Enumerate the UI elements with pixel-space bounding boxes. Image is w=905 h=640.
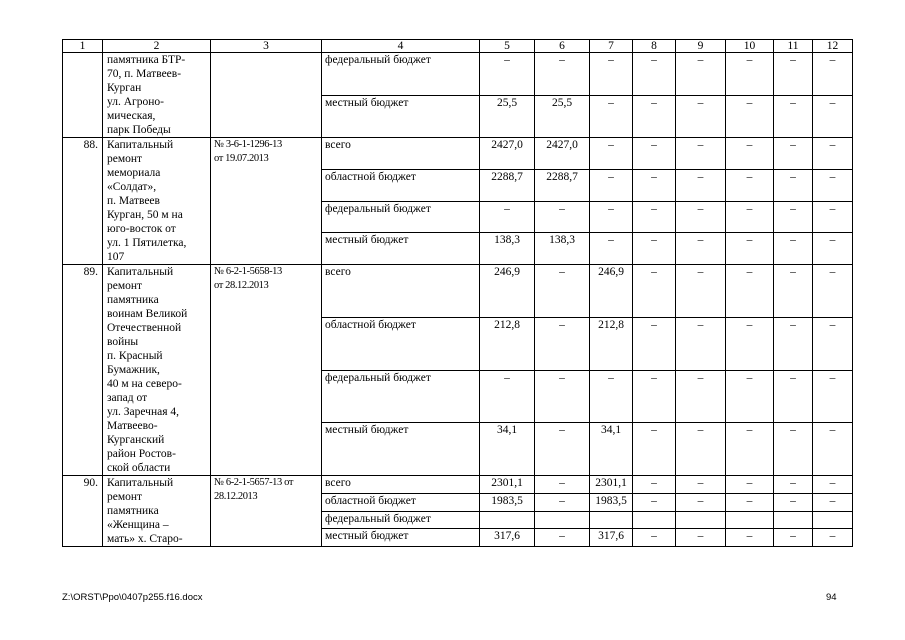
amount-cell: – <box>676 233 726 265</box>
amount-cell: – <box>480 53 535 96</box>
table-row <box>63 138 853 170</box>
amount-cell: 1983,5 <box>480 493 535 511</box>
amount-cell: – <box>676 201 726 233</box>
amount-cell: – <box>774 95 813 138</box>
amount-cell: – <box>774 201 813 233</box>
budget-source: областной бюджет <box>322 169 480 201</box>
table-row <box>63 476 853 494</box>
budget-source: местный бюджет <box>322 423 480 476</box>
amount-cell: – <box>726 370 774 423</box>
budget-source: областной бюджет <box>322 493 480 511</box>
amount-cell: – <box>535 201 590 233</box>
amount-cell <box>676 511 726 529</box>
amount-cell: – <box>726 138 774 170</box>
table-body <box>63 53 853 547</box>
amount-cell <box>535 511 590 529</box>
amount-cell: – <box>535 423 590 476</box>
amount-cell: – <box>590 370 633 423</box>
column-header: 1 <box>63 40 103 53</box>
amount-cell: – <box>633 201 676 233</box>
amount-cell: – <box>633 423 676 476</box>
amount-cell: 2427,0 <box>535 138 590 170</box>
object-name: Капитальный ремонт памятника воинам Великой Отечественной войны п. Красный Бумажник, 40 м на северо- запад от ул. Заречная 4, Матвеево- Курганский район Ростов- ской области <box>103 265 211 476</box>
amount-cell: – <box>633 53 676 96</box>
amount-cell: – <box>774 423 813 476</box>
amount-cell: – <box>726 169 774 201</box>
column-header: 6 <box>535 40 590 53</box>
amount-cell: – <box>813 169 853 201</box>
page-number: 94 <box>826 592 837 603</box>
amount-cell: – <box>774 317 813 370</box>
amount-cell: – <box>633 370 676 423</box>
amount-cell: 34,1 <box>590 423 633 476</box>
amount-cell: – <box>633 138 676 170</box>
amount-cell <box>813 511 853 529</box>
amount-cell: – <box>774 529 813 547</box>
amount-cell: – <box>535 317 590 370</box>
amount-cell: – <box>676 265 726 318</box>
amount-cell: 2427,0 <box>480 138 535 170</box>
amount-cell: – <box>535 529 590 547</box>
budget-source: местный бюджет <box>322 233 480 265</box>
row-number: 88. <box>63 138 103 265</box>
amount-cell: – <box>590 169 633 201</box>
amount-cell: – <box>726 233 774 265</box>
header-row <box>63 40 853 53</box>
amount-cell: – <box>813 95 853 138</box>
amount-cell: – <box>774 233 813 265</box>
amount-cell <box>726 511 774 529</box>
amount-cell: – <box>774 476 813 494</box>
row-number <box>63 53 103 138</box>
budget-source: всего <box>322 476 480 494</box>
expertise-document: № 6-2-1-5657-13 от 28.12.2013 <box>211 476 322 547</box>
object-name: Капитальный ремонт памятника «Женщина – мать» х. Старо- <box>103 476 211 547</box>
amount-cell: – <box>676 370 726 423</box>
amount-cell: – <box>813 476 853 494</box>
table-row <box>63 265 853 318</box>
amount-cell: 138,3 <box>535 233 590 265</box>
column-header: 3 <box>211 40 322 53</box>
amount-cell <box>633 511 676 529</box>
amount-cell: 25,5 <box>480 95 535 138</box>
budget-source: местный бюджет <box>322 95 480 138</box>
amount-cell: 212,8 <box>590 317 633 370</box>
budget-source: федеральный бюджет <box>322 201 480 233</box>
amount-cell <box>590 511 633 529</box>
amount-cell: – <box>535 53 590 96</box>
amount-cell: – <box>813 529 853 547</box>
amount-cell: – <box>633 169 676 201</box>
amount-cell: – <box>633 493 676 511</box>
expertise-document: № 3-6-1-1296-13 от 19.07.2013 <box>211 138 322 265</box>
amount-cell: – <box>813 138 853 170</box>
amount-cell: 2288,7 <box>535 169 590 201</box>
amount-cell: – <box>813 233 853 265</box>
column-header: 4 <box>322 40 480 53</box>
amount-cell: 212,8 <box>480 317 535 370</box>
amount-cell: – <box>676 169 726 201</box>
amount-cell: – <box>726 493 774 511</box>
column-header: 10 <box>726 40 774 53</box>
budget-source: федеральный бюджет <box>322 511 480 529</box>
amount-cell: – <box>590 233 633 265</box>
column-header: 11 <box>774 40 813 53</box>
amount-cell: – <box>774 493 813 511</box>
amount-cell: – <box>813 493 853 511</box>
amount-cell: 2301,1 <box>480 476 535 494</box>
amount-cell: – <box>774 169 813 201</box>
amount-cell: – <box>726 423 774 476</box>
amount-cell <box>480 511 535 529</box>
amount-cell: 246,9 <box>480 265 535 318</box>
column-header: 8 <box>633 40 676 53</box>
amount-cell: 246,9 <box>590 265 633 318</box>
expertise-document <box>211 53 322 138</box>
amount-cell: – <box>535 493 590 511</box>
amount-cell: – <box>813 423 853 476</box>
object-name: Капитальный ремонт мемориала «Солдат», п. Матвеев Курган, 50 м на юго-восток от ул. 1 Пятилетка, 107 <box>103 138 211 265</box>
amount-cell: – <box>633 265 676 318</box>
amount-cell: – <box>726 53 774 96</box>
budget-source: всего <box>322 138 480 170</box>
amount-cell: – <box>813 317 853 370</box>
row-number: 89. <box>63 265 103 476</box>
column-header: 9 <box>676 40 726 53</box>
amount-cell: – <box>633 476 676 494</box>
amount-cell: – <box>633 233 676 265</box>
column-header: 7 <box>590 40 633 53</box>
column-header: 2 <box>103 40 211 53</box>
amount-cell <box>774 511 813 529</box>
amount-cell: – <box>676 423 726 476</box>
amount-cell: – <box>676 493 726 511</box>
amount-cell: – <box>633 529 676 547</box>
document-sheet <box>62 39 852 547</box>
amount-cell: – <box>633 317 676 370</box>
footer-file-path: Z:\ORST\Ppo\0407p255.f16.docx <box>62 592 203 603</box>
amount-cell: – <box>590 53 633 96</box>
amount-cell: 1983,5 <box>590 493 633 511</box>
amount-cell: – <box>535 370 590 423</box>
amount-cell: – <box>726 201 774 233</box>
amount-cell: – <box>676 476 726 494</box>
budget-source: местный бюджет <box>322 529 480 547</box>
amount-cell: – <box>774 265 813 318</box>
amount-cell: – <box>774 370 813 423</box>
amount-cell: – <box>726 529 774 547</box>
budget-source: федеральный бюджет <box>322 53 480 96</box>
amount-cell: 34,1 <box>480 423 535 476</box>
row-number: 90. <box>63 476 103 547</box>
amount-cell: – <box>480 201 535 233</box>
amount-cell: 317,6 <box>480 529 535 547</box>
column-header: 12 <box>813 40 853 53</box>
amount-cell: – <box>676 95 726 138</box>
amount-cell: – <box>590 201 633 233</box>
amount-cell: 25,5 <box>535 95 590 138</box>
amount-cell: – <box>676 53 726 96</box>
budget-source: областной бюджет <box>322 317 480 370</box>
amount-cell: – <box>633 95 676 138</box>
amount-cell: 317,6 <box>590 529 633 547</box>
amount-cell: – <box>480 370 535 423</box>
table-row <box>63 53 853 96</box>
amount-cell: 138,3 <box>480 233 535 265</box>
amount-cell: – <box>774 138 813 170</box>
amount-cell: – <box>813 201 853 233</box>
column-header: 5 <box>480 40 535 53</box>
amount-cell: – <box>676 317 726 370</box>
object-name: памятника БТР- 70, п. Матвеев- Курган ул. Агроно- мическая, парк Победы <box>103 53 211 138</box>
expertise-document: № 6-2-1-5658-13 от 28.12.2013 <box>211 265 322 476</box>
amount-cell: – <box>590 95 633 138</box>
amount-cell: – <box>774 53 813 96</box>
amount-cell: 2288,7 <box>480 169 535 201</box>
amount-cell: – <box>590 138 633 170</box>
amount-cell: – <box>535 476 590 494</box>
amount-cell: – <box>813 53 853 96</box>
budget-source: федеральный бюджет <box>322 370 480 423</box>
budget-table <box>62 39 853 547</box>
amount-cell: – <box>676 138 726 170</box>
amount-cell: – <box>726 317 774 370</box>
amount-cell: – <box>726 265 774 318</box>
amount-cell: 2301,1 <box>590 476 633 494</box>
amount-cell: – <box>813 265 853 318</box>
amount-cell: – <box>535 265 590 318</box>
amount-cell: – <box>726 476 774 494</box>
budget-source: всего <box>322 265 480 318</box>
amount-cell: – <box>813 370 853 423</box>
amount-cell: – <box>676 529 726 547</box>
amount-cell: – <box>726 95 774 138</box>
